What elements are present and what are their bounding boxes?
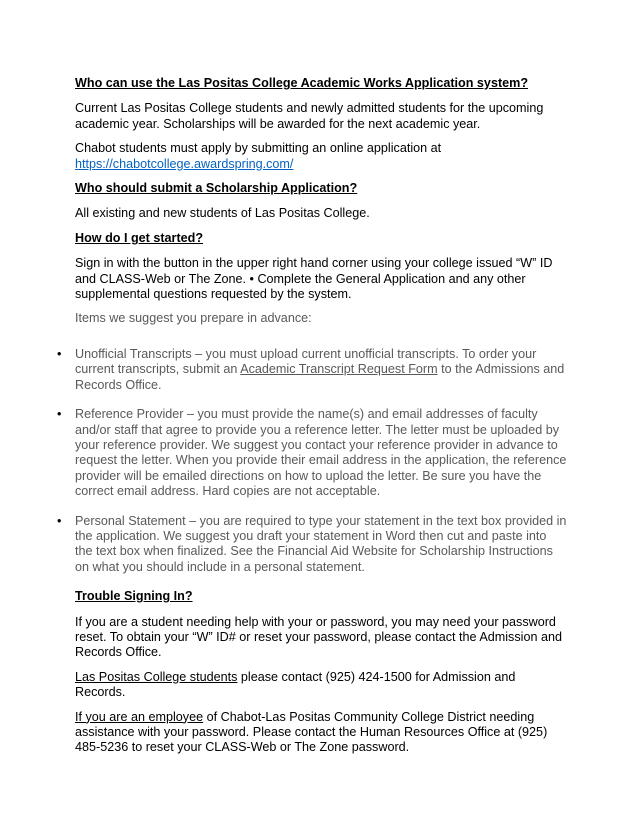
heading-who-can-use: Who can use the Las Positas College Academic Works Application system? xyxy=(75,76,529,90)
awardspring-link[interactable]: https://chabotcollege.awardspring.com/ xyxy=(75,156,294,171)
transcripts-text: Unofficial Transcripts – you must upload current unofficial transcripts. To order your current transcripts, submit an xyxy=(75,346,537,377)
transcript-request-form-link[interactable]: Academic Transcript Request Form xyxy=(240,362,438,377)
paragraph-items-prepare: Items we suggest you prepare in advance: xyxy=(75,311,312,326)
paragraph-password-reset: If you are a student needing help with your or password, you may need your password reset. To obtain your “W” ID# or reset your password, please contact the Admission and Records Office. xyxy=(75,614,562,660)
lpc-students-link[interactable]: Las Positas College students xyxy=(75,669,238,684)
paragraph-sign-in: Sign in with the button in the upper right hand corner using your college issued “W” ID and CLASS-Web or The Zone. • Complete the General Application and any other supplemental questions requested by the system. xyxy=(75,256,553,302)
heading-who-should-submit: Who should submit a Scholarship Application? xyxy=(75,181,358,196)
paragraph-all-students: All existing and new students of Las Positas College. xyxy=(75,206,370,221)
heading-trouble-signing-in: Trouble Signing In? xyxy=(75,589,193,604)
bullet-personal-statement: • Personal Statement – you are required to type your statement in the text box provided in the application. We suggest you draft your statement in Word then cut and paste into the text box when finalized. See the Financial Aid Website for Scholarship Instructions on what you should include in a personal statement. xyxy=(75,514,567,576)
employee-text: of Chabot-Las Positas Community College District needing assistance with your password. Please contact the Human Resources Office at (925) 485-5236 to reset your CLASS-Web or The Zone password. xyxy=(75,709,548,755)
paragraph-employee xyxy=(75,710,567,756)
document-page xyxy=(75,76,567,765)
paragraph-current-students: Current Las Positas College students and newly admitted students for the upcoming academic year. Scholarships will be awarded for the next academic year. xyxy=(75,101,544,131)
lpc-students-text: please contact (925) 424-1500 for Admission and Records. xyxy=(75,669,516,700)
paragraph-lpc-students xyxy=(75,670,567,701)
paragraph-chabot-students xyxy=(75,141,567,172)
bullet-transcripts xyxy=(75,347,567,393)
chabot-text: Chabot students must apply by submitting an online application at xyxy=(75,141,442,156)
employee-link[interactable]: If you are an employee xyxy=(75,709,204,724)
heading-get-started: How do I get started? xyxy=(75,230,204,245)
transcripts-text-end: to the Admissions and Records Office. xyxy=(75,362,565,392)
bullet-reference-provider: • Reference Provider – you must provide the name(s) and email addresses of faculty and/or staff that agree to provide you a reference letter. The letter must be uploaded by your reference provider. We suggest you contact your reference provider in advance to request the letter. When you provide their email address in the application, the reference provider will be emailed directions on how to upload the letter. Be sure you have the correct email address. Hard copies are not acceptable. xyxy=(75,407,567,499)
